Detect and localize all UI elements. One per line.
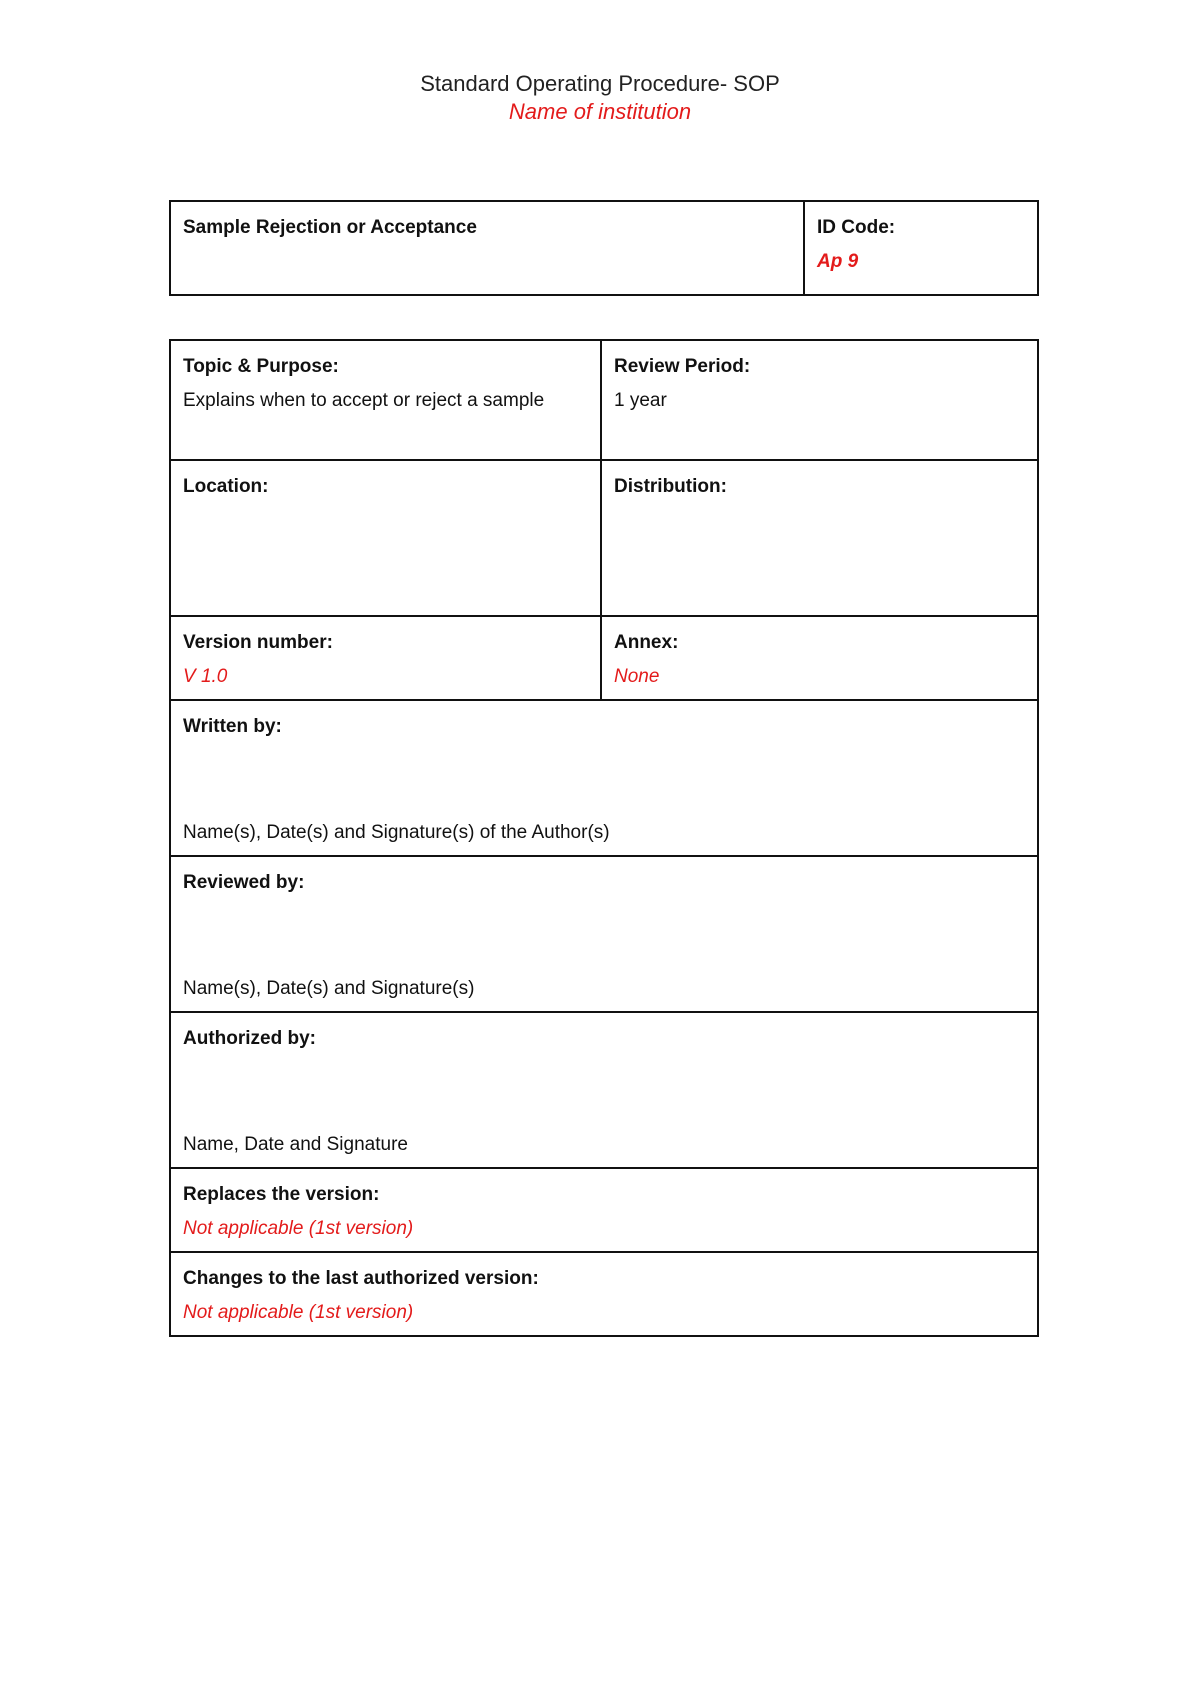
sop-details-table [169, 339, 1039, 1337]
changes-value: Not applicable (1st version) [183, 1302, 414, 1323]
location-distribution-row [170, 460, 1038, 616]
authorized-by-note: Name, Date and Signature [183, 1134, 408, 1155]
review-period-value: 1 year [614, 390, 667, 411]
annex-value: None [614, 666, 660, 687]
replaces-version-value: Not applicable (1st version) [183, 1218, 414, 1239]
id-code-label: ID Code: [817, 217, 896, 238]
sop-title-table [169, 200, 1039, 296]
reviewed-by-note: Name(s), Date(s) and Signature(s) [183, 978, 475, 999]
review-period-cell [601, 340, 1038, 460]
authorized-by-label: Authorized by: [183, 1028, 316, 1049]
sop-title-row [170, 201, 1038, 295]
written-by-note: Name(s), Date(s) and Signature(s) of the Author(s) [183, 822, 610, 843]
annex-cell [601, 616, 1038, 700]
topic-label: Topic & Purpose: [183, 356, 339, 377]
version-cell [170, 616, 601, 700]
changes-row [170, 1252, 1038, 1336]
changes-cell [170, 1252, 1038, 1336]
written-by-label: Written by: [183, 716, 282, 737]
written-by-cell [170, 700, 1038, 856]
review-period-label: Review Period: [614, 356, 751, 377]
reviewed-by-label: Reviewed by: [183, 872, 305, 893]
replaces-version-row [170, 1168, 1038, 1252]
id-code-value: Ap 9 [817, 251, 859, 272]
location-cell [170, 460, 601, 616]
changes-label: Changes to the last authorized version: [183, 1268, 539, 1289]
authorized-by-cell [170, 1012, 1038, 1168]
distribution-label: Distribution: [614, 476, 727, 497]
document-title: Standard Operating Procedure- SOP [420, 71, 780, 96]
document-header [0, 70, 1200, 126]
version-value: V 1.0 [183, 666, 228, 687]
written-by-row [170, 700, 1038, 856]
reviewed-by-row [170, 856, 1038, 1012]
replaces-version-cell [170, 1168, 1038, 1252]
location-label: Location: [183, 476, 269, 497]
institution-name: Name of institution [508, 99, 692, 124]
reviewed-by-cell [170, 856, 1038, 1012]
distribution-cell [601, 460, 1038, 616]
topic-review-row [170, 340, 1038, 460]
id-code-cell [804, 201, 1038, 295]
replaces-version-label: Replaces the version: [183, 1184, 380, 1205]
authorized-by-row [170, 1012, 1038, 1168]
annex-label: Annex: [614, 632, 679, 653]
version-annex-row [170, 616, 1038, 700]
sop-name-cell [170, 201, 804, 295]
topic-cell [170, 340, 601, 460]
topic-value: Explains when to accept or reject a sample [183, 390, 545, 411]
sop-name: Sample Rejection or Acceptance [183, 217, 477, 238]
version-label: Version number: [183, 632, 333, 653]
